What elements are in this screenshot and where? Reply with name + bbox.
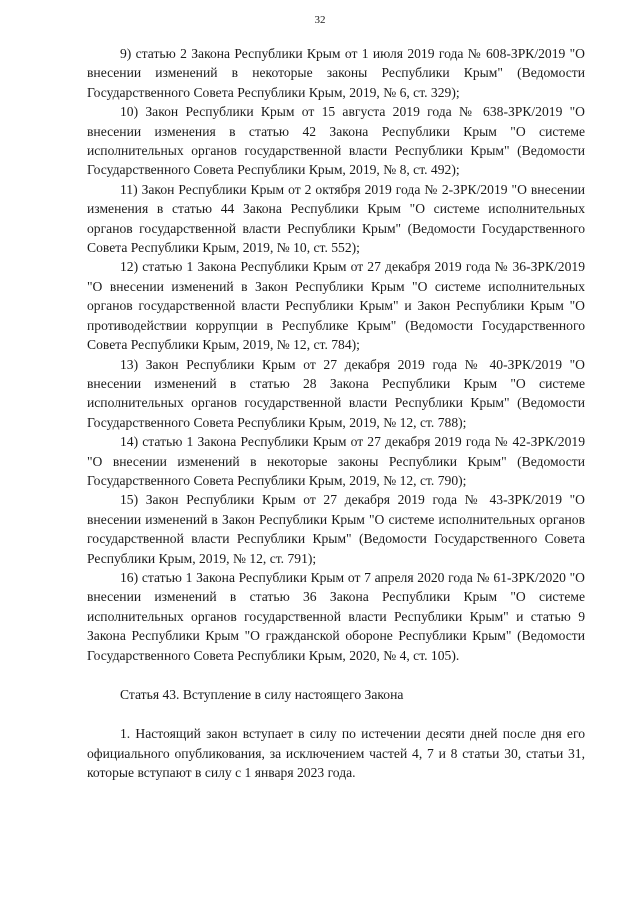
list-item-12: 12) статью 1 Закона Республики Крым от 27 декабря 2019 года № 36-ЗРК/2019 "О внесении изменений в Закон Республики Крым "О системе исполнительных органов государственной власти Республики Крым" и Закон Республики Крым "О противодействии коррупции в Республике Крым" (Ведомости Государственного Совета Республики Крым, 2019, № 12, ст. 784); <box>87 259 585 353</box>
list-item-16: 16) статью 1 Закона Республики Крым от 7 апреля 2020 года № 61-ЗРК/2020 "О внесении изменений в статью 36 Закона Республики Крым "О системе исполнительных органов государственной власти Республики Крым" и статью 9 Закона Республики Крым "О гражданской обороне Республики Крым" (Ведомости Государственного Совета Республики Крым, 2020, № 4, ст. 105). <box>87 569 585 663</box>
document-body <box>87 44 585 783</box>
list-item-14: 14) статью 1 Закона Республики Крым от 27 декабря 2019 года № 42-ЗРК/2019 "О внесении изменений в некоторые законы Республики Крым" (Ведомости Государственного Совета Республики Крым, 2019, № 12, ст. 790); <box>87 434 585 488</box>
article-title: Статья 43. Вступление в силу настоящего Закона <box>120 687 404 702</box>
list-item-9: 9) статью 2 Закона Республики Крым от 1 июля 2019 года № 608-ЗРК/2019 "О внесении изменений в некоторые законы Республики Крым" (Ведомости Государственного Совета Республики Крым, 2019, № 6, ст. 329); <box>87 46 585 100</box>
list-item-15: 15) Закон Республики Крым от 27 декабря 2019 года № 43-ЗРК/2019 "О внесении изменений в Закон Республики Крым "О системе исполнительных органов государственной власти Республики Крым" (Ведомости Государственного Совета Республики Крым, 2019, № 12, ст. 791); <box>87 492 585 566</box>
list-item-10: 10) Закон Республики Крым от 15 августа 2019 года № 638-ЗРК/2019 "О внесении изменения в статью 42 Закона Республики Крым "О системе исполнительных органов государственной власти Республики Крым" (Ведомости Государственного Совета Республики Крым, 2019, № 8, ст. 492); <box>87 104 585 178</box>
article-paragraph: 1. Настоящий закон вступает в силу по истечении десяти дней после дня его официального опубликования, за исключением частей 4, 7 и 8 статьи 30, статьи 31, которые вступают в силу с 1 января 2023 года. <box>87 726 585 781</box>
list-item-13: 13) Закон Республики Крым от 27 декабря 2019 года № 40-ЗРК/2019 "О внесении изменений в статью 28 Закона Республики Крым "О системе исполнительных органов государственной власти Республики Крым" (Ведомости Государственного Совета Республики Крым, 2019, № 12, ст. 788); <box>87 356 585 430</box>
page-number: 32 <box>314 14 326 26</box>
list-item-11: 11) Закон Республики Крым от 2 октября 2019 года № 2-ЗРК/2019 "О внесении изменения в статью 44 Закона Республики Крым "О системе исполнительных органов государственной власти Республики Крым" (Ведомости Государственного Совета Республики Крым, 2019, № 10, ст. 552); <box>87 181 585 256</box>
